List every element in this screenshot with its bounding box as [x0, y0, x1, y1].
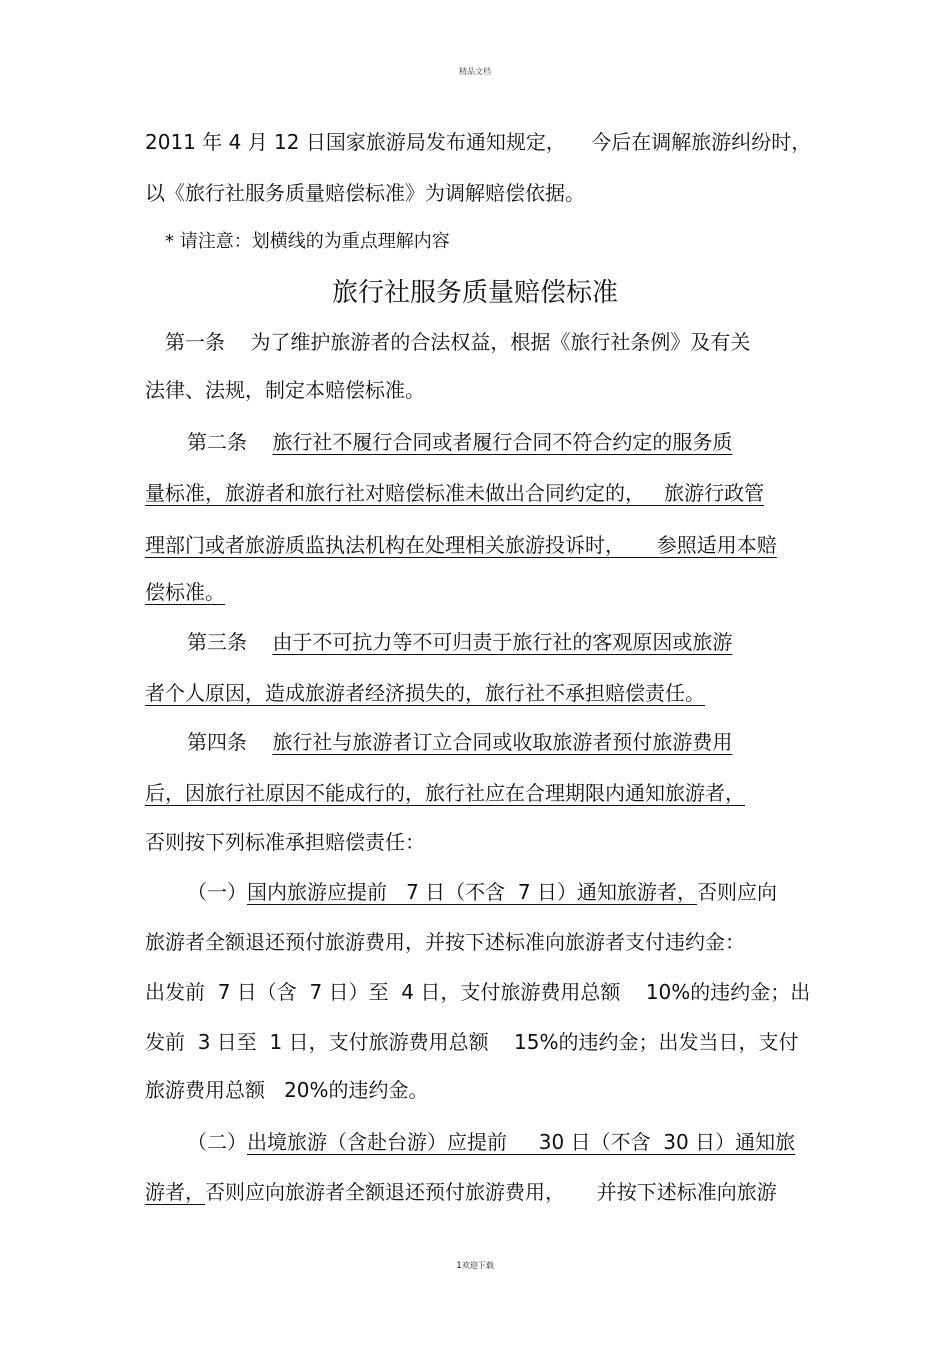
- article-2-line-4: 偿标准。: [145, 580, 225, 604]
- article-4-label: 第四条: [187, 730, 247, 754]
- article-2-line-1: [187, 430, 732, 454]
- clause-2-underlined-2: 游者，: [145, 1180, 205, 1204]
- clause-2-underlined: 出境旅游（含赴台游）应提前 30 日（不含 30 日）通知旅: [247, 1130, 796, 1154]
- intro-line-1: 2011 年 4 月 12 日国家旅游局发布通知规定， 今后在调解旅游纠纷时，: [145, 130, 812, 154]
- article-1-label: 第一条: [165, 330, 225, 354]
- article-4-text: 旅行社与旅游者订立合同或收取旅游者预付旅游费用: [272, 730, 733, 754]
- clause-1-line-4: 发前 3 日至 1 日，支付旅游费用总额 15%的违约金；出发当日，支付: [145, 1030, 799, 1054]
- article-4-line-2: 后，因旅行社原因不能成行的，旅行社应在合理期限内通知旅游者，: [145, 781, 745, 805]
- clause-1-prefix: （一）: [187, 880, 247, 904]
- clause-1-line-5: 旅游费用总额 20%的违约金。: [145, 1078, 429, 1102]
- clause-2-prefix: （二）: [187, 1130, 247, 1154]
- clause-2-line-1: [187, 1130, 795, 1154]
- article-4-line-3: 否则按下列标准承担赔偿责任：: [145, 830, 425, 854]
- article-1-line-2: 法律、法规，制定本赔偿标准。: [145, 378, 425, 402]
- clause-1-underlined: 国内旅游应提前 7 日（不含 7 日）通知旅游者，: [247, 880, 697, 904]
- article-3-label: 第三条: [187, 630, 247, 654]
- article-3-line-2: 者个人原因，造成旅游者经济损失的，旅行社不承担赔偿责任。: [145, 681, 705, 705]
- page-header: 精品文档: [459, 67, 491, 76]
- article-1-text: 为了维护旅游者的合法权益，根据《旅行社条例》及有关: [250, 330, 751, 354]
- article-2-line-2: 量标准，旅游者和旅行社对赔偿标准未做出合同约定的， 旅游行政管: [145, 481, 765, 505]
- article-2-text: 旅行社不履行合同或者履行合同不符合约定的服务质: [272, 430, 733, 454]
- page-number: 1: [456, 1261, 462, 1271]
- clause-2-line-2: [145, 1180, 777, 1204]
- clause-1-line-2: 旅游者全额退还预付旅游费用，并按下述标准向旅游者支付违约金：: [145, 930, 745, 954]
- clause-1-line-3: 出发前 7 日（含 7 日）至 4 日，支付旅游费用总额 10%的违约金；出: [145, 980, 811, 1004]
- clause-1-rest: 否则应向: [696, 880, 777, 904]
- footer-text: 欢迎下载: [461, 1261, 494, 1270]
- article-1-line-1: [165, 330, 750, 354]
- article-3-line-1: [187, 630, 732, 654]
- clause-1-line-1: [187, 880, 777, 904]
- intro-line-2: 以《旅行社服务质量赔偿标准》为调解赔偿依据。: [145, 181, 585, 205]
- page-footer: [0, 1260, 950, 1271]
- clause-2-rest: 否则应向旅游者全额退还预付旅游费用， 并按下述标准向旅游: [205, 1180, 777, 1204]
- article-2-label: 第二条: [187, 430, 247, 454]
- underline-note: * 请注意：划横线的为重点理解内容: [165, 231, 450, 252]
- article-4-line-1: [187, 730, 732, 754]
- article-3-text: 由于不可抗力等不可归责于旅行社的客观原因或旅游: [272, 630, 733, 654]
- article-2-line-3: 理部门或者旅游质监执法机构在处理相关旅游投诉时， 参照适用本赔: [145, 533, 777, 557]
- document-title: 旅行社服务质量赔偿标准: [331, 278, 618, 308]
